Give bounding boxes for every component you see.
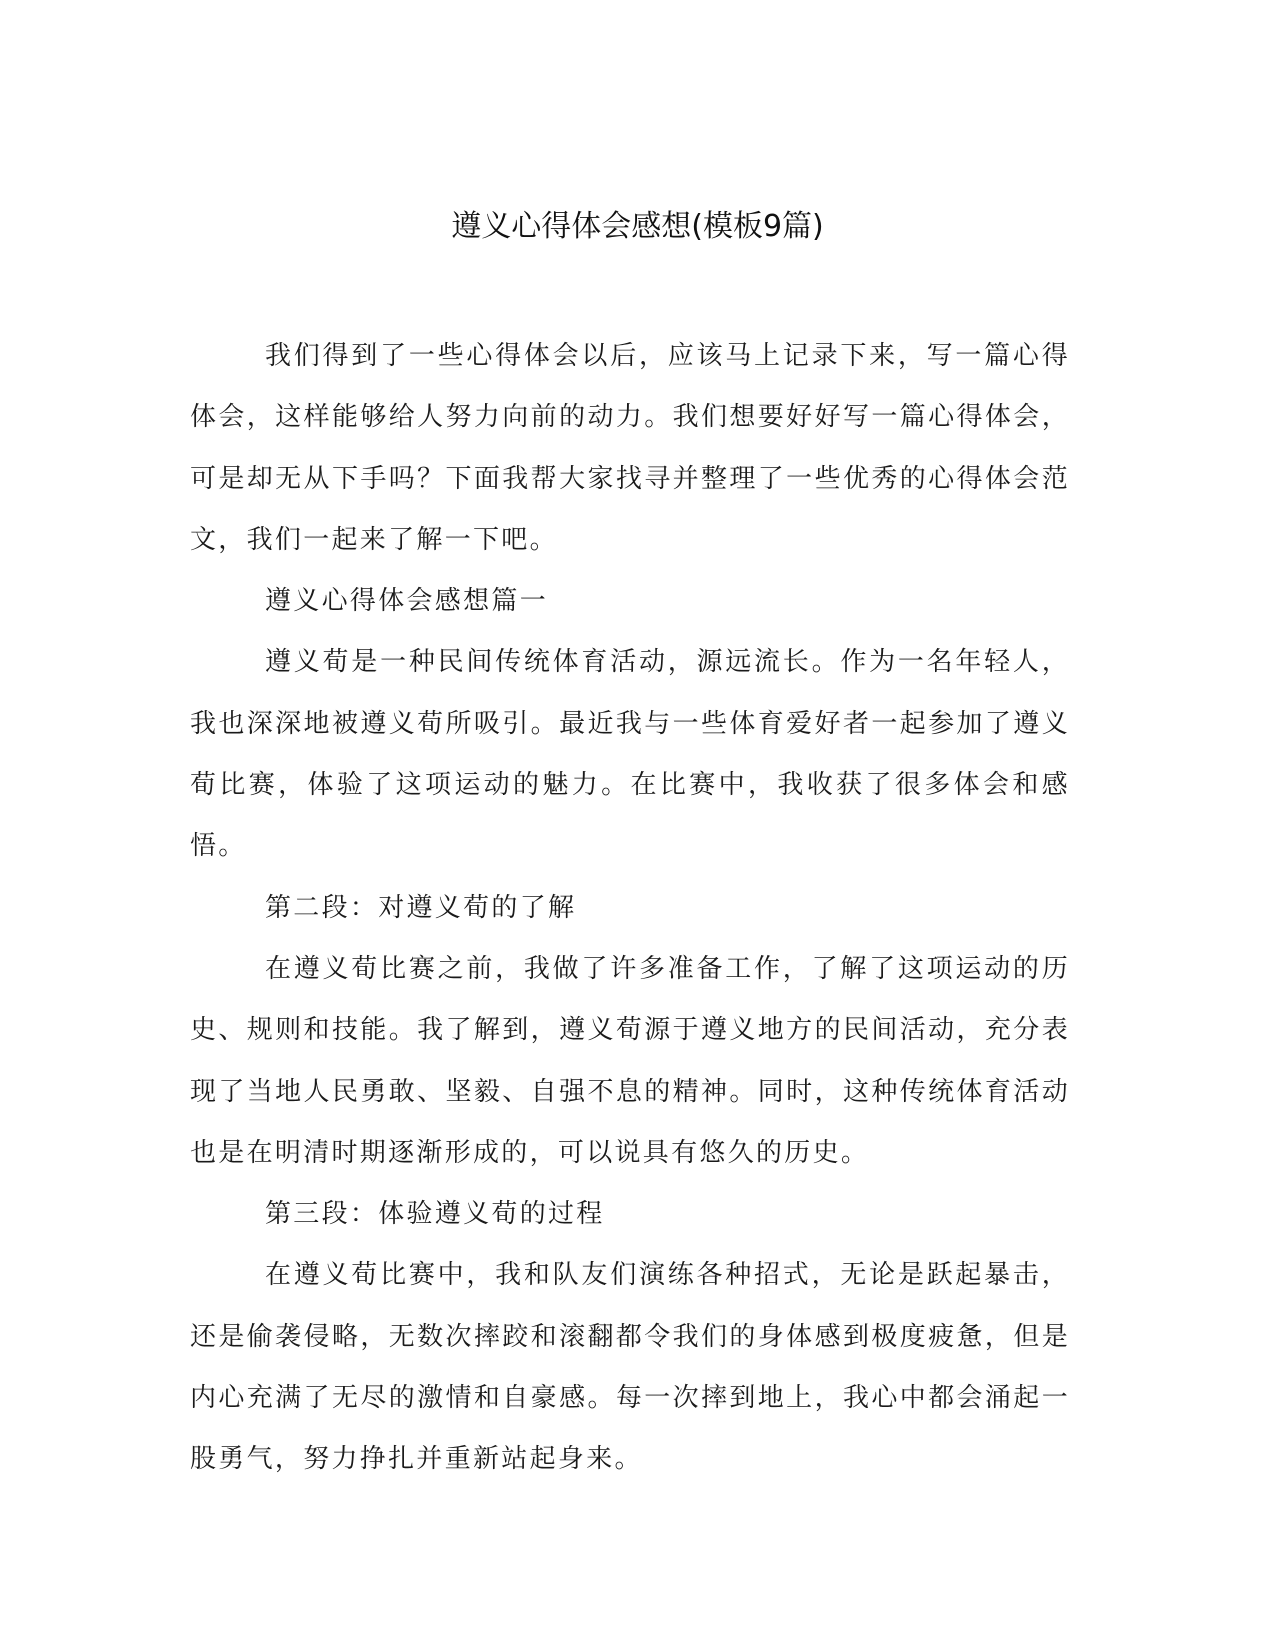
body-paragraph: 在遵义荀比赛中，我和队友们演练各种招式，无论是跃起暴击，还是偷袭侵略，无数次摔跤和滚翻都令我们的身体感到极度疲惫，但是内心充满了无尽的激情和自豪感。每一次摔到地上，我心中都会涌起一股勇气，努力挣扎并重新站起身来。: [190, 1260, 1070, 1475]
document-title: 遵义心得体会感想(模板9篇): [451, 209, 824, 244]
section-heading-paragraph-three: 第三段：体验遵义荀的过程: [265, 1199, 605, 1230]
body-paragraph: 在遵义荀比赛之前，我做了许多准备工作，了解了这项运动的历史、规则和技能。我了解到，遵义荀源于遵义地方的民间活动，充分表现了当地人民勇敢、坚毅、自强不息的精神。同时，这种传统体育活动也是在明清时期逐渐形成的，可以说具有悠久的历史。: [190, 953, 1070, 1168]
body-paragraph: 遵义荀是一种民间传统体育活动，源远流长。作为一名年轻人，我也深深地被遵义荀所吸引。最近我与一些体育爱好者一起参加了遵义荀比赛，体验了这项运动的魅力。在比赛中，我收获了很多体会和感悟。: [190, 647, 1070, 862]
section-heading-part-one: 遵义心得体会感想篇一: [265, 586, 549, 617]
intro-paragraph: 我们得到了一些心得体会以后，应该马上记录下来，写一篇心得体会，这样能够给人努力向前的动力。我们想要好好写一篇心得体会，可是却无从下手吗？下面我帮大家找寻并整理了一些优秀的心得体会范文，我们一起来了解一下吧。: [190, 341, 1070, 555]
section-heading-paragraph-two: 第二段：对遵义荀的了解: [265, 892, 577, 923]
document-body: [190, 326, 1070, 1491]
